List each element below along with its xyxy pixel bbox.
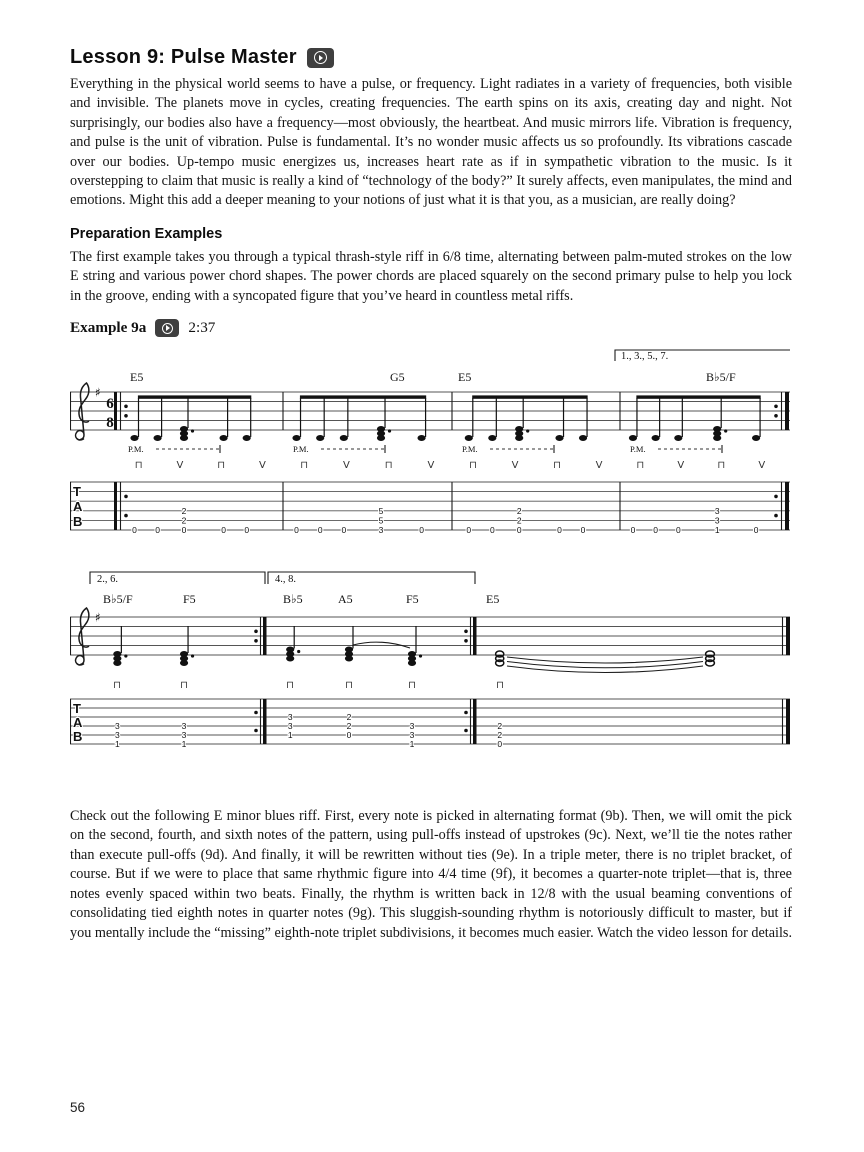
example-video-icon[interactable] [155, 319, 179, 337]
chord-label: F5 [406, 592, 419, 607]
palm-mute-label: P.M. [462, 444, 478, 455]
treble-clef-icon [76, 608, 89, 665]
page-number: 56 [70, 1100, 86, 1115]
tab-begin-repeat-sign [114, 482, 128, 530]
tab-fret-number: 1 [409, 739, 415, 750]
closing-paragraph: Check out the following E minor blues riff. First, every note is picked in alternating format (9b). Then, we will omit the pick on the second, fourth, and sixth notes of the pattern, using pull-offs instead of upstrokes (9c). Next, we’ll tie the notes rather than execute pull-offs (9d). And finally, it will be rewritten without ties (9e). In a triple meter, there is no triplet bracket, of course. But if we were to place that same rhythmic figure into 4/4 time (9f), it becomes a quarter-note triplet—that is, three notes evenly spaced within two beats. Finally, the rhythm is written back in 12/8 with the usual beaming conventions of consolidating tied eighth notes in quarter notes (9g). This sluggish-sounding rhythm is notoriously difficult to master, but if you mentally include the “missing” eighth-note triplet subdivisions, it becomes much easier. Watch the video lesson for details. [70, 808, 793, 941]
pick-stroke-symbol: ⊓ [384, 460, 393, 472]
tab-fret-number: 0 [132, 525, 137, 536]
pick-stroke-symbol: V [595, 460, 603, 472]
tab-fret-number: 1 [287, 730, 293, 741]
chord-label: G5 [390, 370, 405, 385]
pick-stroke-symbol: ⊓ [469, 460, 477, 472]
tab-fret-number: 2 [346, 721, 352, 732]
notehead [652, 435, 660, 441]
tab-end-repeat-sign [774, 482, 789, 530]
notehead [180, 435, 188, 441]
tab-fret-number: 0 [244, 525, 250, 536]
tab-fret-number: 0 [419, 525, 424, 536]
tab-fret-number: 0 [675, 525, 681, 536]
tab-fret-number: 3 [287, 721, 293, 732]
measure-tab [288, 712, 415, 749]
measure-notes [496, 651, 504, 666]
chord-label: E5 [130, 370, 144, 385]
notehead [292, 435, 300, 441]
tab-fret-number: 3 [287, 712, 293, 723]
play-circle-icon [162, 323, 173, 334]
tab-fret-number: 3 [181, 730, 187, 741]
tab-fret-number: 0 [341, 525, 347, 536]
tab-fret-number: 0 [346, 730, 352, 741]
notehead [752, 435, 760, 441]
tab-fret-number: 1 [114, 739, 120, 750]
notehead [243, 435, 251, 441]
notehead [465, 435, 473, 441]
tab-fret-number: 3 [114, 721, 120, 732]
example-label: Example 9a [70, 319, 147, 337]
notehead [286, 656, 294, 662]
notehead [316, 435, 324, 441]
play-circle-icon [314, 51, 327, 64]
pick-stroke-symbol: V [342, 460, 350, 472]
tab-fret-number: 0 [557, 525, 562, 536]
tab-fret-number: 0 [466, 525, 472, 536]
tab-fret-number: 0 [630, 525, 636, 536]
tab-fret-number: 0 [497, 739, 503, 750]
notehead [377, 435, 385, 441]
chord-label: B♭5 [283, 592, 303, 607]
tab-fret-number: 3 [714, 505, 720, 516]
measure-tab [497, 721, 502, 749]
picking-row [469, 460, 602, 471]
chord-label: B♭5/F [103, 592, 133, 607]
notehead [154, 435, 162, 441]
notehead [408, 660, 416, 666]
tab-letter: B [73, 729, 83, 745]
tab-fret-number: 3 [409, 721, 415, 732]
notation-system-1 [70, 345, 792, 541]
example-duration: 2:37 [188, 319, 216, 337]
tab-fret-number: 0 [317, 525, 323, 536]
tab-fret-number: 5 [378, 505, 384, 516]
tab-final-barline [783, 699, 791, 744]
lesson-title-row [70, 46, 792, 69]
chord-label: F5 [183, 592, 196, 607]
tab-fret-number: 2 [497, 730, 503, 741]
tab-fret-number: 3 [714, 515, 720, 526]
tab-fret-number: 3 [378, 525, 384, 536]
tab-fret-number: 3 [409, 730, 415, 741]
notation-system-2 [70, 567, 792, 757]
time-signature-top: 6 [106, 396, 114, 413]
pick-stroke-symbol: V [677, 460, 685, 472]
picking-row [300, 460, 434, 471]
pick-stroke-symbol: ⊓ [717, 460, 726, 472]
palm-mute-label: P.M. [293, 444, 309, 455]
tab-end-repeat-sign [464, 699, 476, 744]
pick-stroke-symbol: V [758, 460, 766, 472]
beam [138, 395, 251, 398]
notehead [113, 660, 121, 666]
volta-label: 4., 8. [275, 574, 296, 586]
staff-lines [70, 617, 790, 655]
augmentation-dot [124, 654, 127, 657]
picking-row [135, 460, 266, 471]
tie-curve [507, 666, 703, 673]
pick-stroke-symbol: V [176, 460, 184, 472]
tab-fret-number: 0 [155, 525, 160, 536]
augmentation-dot [191, 654, 194, 657]
tab-fret-number: 2 [346, 712, 352, 723]
notehead [713, 435, 721, 441]
tab-staff-lines [70, 699, 790, 744]
measure-notes [292, 395, 426, 441]
pick-stroke-symbol: ⊓ [553, 460, 561, 472]
downstroke-symbol: ⊓ [113, 680, 121, 692]
volta-label: 2., 6. [97, 574, 118, 586]
downstroke-symbol: ⊓ [345, 680, 353, 692]
downstroke-symbol: ⊓ [496, 680, 504, 692]
play-triangle-icon [319, 55, 323, 61]
time-signature-bottom: 8 [106, 415, 114, 432]
tab-fret-number: 3 [181, 721, 187, 732]
notehead [579, 435, 587, 441]
chord-label: E5 [486, 592, 500, 607]
measure-notes [629, 395, 761, 441]
volta-bracket [268, 572, 475, 584]
tab-fret-number: 2 [181, 515, 187, 526]
pick-stroke-symbol: ⊓ [636, 460, 645, 472]
tab-letter: T [73, 701, 81, 717]
augmentation-dot [526, 429, 529, 432]
tab-fret-number: 0 [580, 525, 586, 536]
pick-stroke-symbol: V [258, 460, 266, 472]
key-signature-sharp: ♯ [95, 610, 101, 625]
pick-stroke-symbol: ⊓ [217, 460, 226, 472]
notehead [180, 660, 188, 666]
beam [472, 395, 587, 398]
augmentation-dot [191, 429, 194, 432]
notehead [629, 435, 637, 441]
play-triangle-icon [166, 325, 170, 331]
pick-stroke-symbol: V [511, 460, 519, 472]
chord-label: B♭5/F [706, 370, 736, 385]
measure-notes [465, 395, 588, 441]
notehead [674, 435, 682, 441]
tab-letter: T [73, 484, 81, 500]
prep-heading: Preparation Examples [70, 225, 223, 242]
tab-fret-number: 0 [753, 525, 759, 536]
measure-notes [113, 626, 194, 666]
key-signature-sharp: ♯ [95, 385, 101, 400]
picking-row [636, 460, 765, 471]
tab-barlines [71, 482, 621, 530]
tab-letter: A [73, 499, 83, 515]
example-row [70, 319, 792, 337]
tie-curve [507, 662, 703, 668]
measure-notes [130, 395, 251, 441]
augmentation-dot [297, 650, 300, 653]
tab-fret-number: 2 [516, 505, 522, 516]
tab-fret-number: 2 [516, 515, 522, 526]
treble-clef-icon [76, 383, 89, 440]
prep-paragraph: The first example takes you through a typical thrash-style riff in 6/8 time, alternating between palm-muted strokes on the low E string and various power chord shapes. The power chords are placed squarely on the second primary pulse to help you lock in the groove, ending with a syncopated figure that you’ve heard in countless metal riffs. [70, 248, 792, 304]
tab-staff-lines [70, 482, 790, 530]
chord-label: E5 [458, 370, 472, 385]
tab-fret-number: 0 [489, 525, 495, 536]
tab-fret-number: 0 [221, 525, 226, 536]
tab-fret-number: 0 [653, 525, 659, 536]
tab-fret-number: 5 [378, 515, 384, 526]
tab-letter: B [73, 514, 83, 530]
tab-fret-number: 0 [516, 525, 522, 536]
tab-fret-number: 2 [497, 721, 503, 732]
tab-fret-number: 1 [181, 739, 187, 750]
beam [300, 395, 426, 398]
page-title: Lesson 9: Pulse Master [70, 46, 297, 68]
pick-stroke-symbol: V [427, 460, 435, 472]
pick-stroke-symbol: ⊓ [134, 460, 143, 472]
downstroke-symbol: ⊓ [408, 680, 416, 692]
notehead [220, 435, 228, 441]
downstroke-symbol: ⊓ [286, 680, 294, 692]
notehead [417, 435, 425, 441]
notehead [515, 435, 523, 441]
beam [636, 395, 760, 398]
augmentation-dot [419, 654, 422, 657]
video-icon[interactable] [307, 48, 334, 68]
tied-whole-chord [507, 651, 714, 673]
palm-mute-label: P.M. [128, 444, 144, 455]
palm-mute-label: P.M. [630, 444, 646, 455]
volta-label: 1., 3., 5., 7. [621, 351, 669, 363]
augmentation-dot [724, 429, 727, 432]
downstroke-symbol: ⊓ [180, 680, 188, 692]
tab-end-repeat-sign [254, 699, 266, 744]
tab-letter: A [73, 715, 83, 731]
notehead [488, 435, 496, 441]
notehead [345, 656, 353, 662]
notehead [340, 435, 348, 441]
intro-paragraph: Everything in the physical world seems to have a pulse, or frequency. Light radiates in a variety of frequencies, both visible and invisible. The planets move in cycles, creating frequencies. The earth spins on its axis, creating day and night. Not surprisingly, our bodies also have a frequency—most obviously, the heartbeat. And music mirrors life. Vibration is frequency, and pulse is the unit of vibration. Pulse is fundamental. It’s no wonder music affects us so profoundly. Its vibrations cascade over our bodies. Up-tempo music energizes us, increases heart rate as if in sympathetic vibration to the music. Is it overstepping to claim that music is really a kind of “technology of the body?” It surely affects, even manipulates, the mind and emotions. Might this add a deeper meaning to your notions of just what it is that you, as a musician, are really doing? [70, 76, 792, 209]
tab-fret-number: 0 [294, 525, 299, 536]
pick-stroke-symbol: ⊓ [300, 460, 309, 472]
tab-fret-number: 2 [181, 505, 187, 516]
notehead [555, 435, 563, 441]
tab-fret-number: 0 [181, 525, 187, 536]
tab-fret-number: 3 [114, 730, 120, 741]
tie-curve [507, 657, 703, 663]
chord-label: A5 [338, 592, 353, 607]
augmentation-dot [388, 429, 391, 432]
notehead [130, 435, 138, 441]
tab-fret-number: 1 [714, 525, 720, 536]
